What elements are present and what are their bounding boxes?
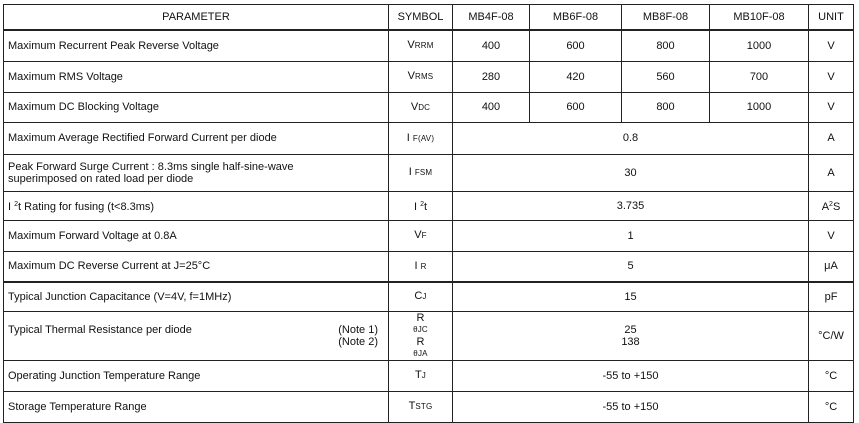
- value-cell: 560: [622, 61, 710, 92]
- symbol-cell: VRMS: [389, 61, 453, 92]
- header-model-mb10f: MB10F-08: [710, 5, 809, 31]
- parameter-cell: Maximum Recurrent Peak Reverse Voltage: [4, 30, 389, 61]
- symbol-1: R θJC: [413, 311, 428, 334]
- value-cell: -55 to +150: [453, 360, 809, 391]
- table-row: [4, 122, 854, 154]
- parameter-cell: Typical Junction Capacitance (V=4V, f=1MHz): [4, 282, 389, 311]
- value-cell: 400: [453, 92, 530, 122]
- header-model-mb8f: MB8F-08: [622, 5, 710, 31]
- value-cell: 420: [530, 61, 622, 92]
- symbol-cell: VF: [389, 220, 453, 251]
- header-symbol: SYMBOL: [389, 5, 453, 31]
- unit-cell: °C/W: [809, 311, 854, 360]
- symbol-cell: CJ: [389, 282, 453, 311]
- unit-cell: pF: [809, 282, 854, 311]
- value-cell: 400: [453, 30, 530, 61]
- symbol-cell: I FSM: [389, 154, 453, 191]
- symbol-cell: VRRM: [389, 30, 453, 61]
- value-cell: 700: [710, 61, 809, 92]
- value-cell: 5: [453, 251, 809, 282]
- value-cell: 3.735: [453, 191, 809, 220]
- parameter-cell: Maximum DC Blocking Voltage: [4, 92, 389, 122]
- value-cell: 1: [453, 220, 809, 251]
- unit-cell: μA: [809, 251, 854, 282]
- value-cell: 1000: [710, 92, 809, 122]
- parameter-cell: Operating Junction Temperature Range: [4, 360, 389, 391]
- unit-cell: A: [809, 122, 854, 154]
- note-2: (Note 2): [338, 335, 378, 348]
- unit-cell: V: [809, 61, 854, 92]
- value-cell: 30: [453, 154, 809, 191]
- parameter-cell: [4, 311, 389, 360]
- value-cell: 600: [530, 30, 622, 61]
- value-cell: 800: [622, 92, 710, 122]
- parameter-cell: [4, 154, 389, 191]
- symbol-cell: I R: [389, 251, 453, 282]
- table-row: [4, 220, 854, 251]
- unit-cell: V: [809, 220, 854, 251]
- symbol-2: R θJA: [413, 335, 428, 358]
- value-cell: [453, 311, 809, 360]
- value-cell: 0.8: [453, 122, 809, 154]
- ratings-table: [3, 4, 854, 423]
- header-row: [4, 5, 854, 31]
- table-row: [4, 311, 854, 360]
- unit-cell: V: [809, 92, 854, 122]
- value-cell: 280: [453, 61, 530, 92]
- header-parameter: PARAMETER: [4, 5, 389, 31]
- unit-cell: A: [809, 154, 854, 191]
- parameter-line-1: Peak Forward Surge Current : 8.3ms single half-sine-wave: [8, 160, 294, 173]
- parameter-line-2: superimposed on rated load per diode: [8, 172, 194, 185]
- table-row: [4, 360, 854, 391]
- table-row: [4, 282, 854, 311]
- value-cell: 1000: [710, 30, 809, 61]
- table-row: [4, 391, 854, 422]
- header-model-mb4f: MB4F-08: [453, 5, 530, 31]
- unit-cell: $A^2S$: [809, 191, 854, 220]
- table-row: [4, 251, 854, 282]
- table-row: [4, 154, 854, 191]
- symbol-cell: TSTG: [389, 391, 453, 422]
- parameter-cell: Maximum DC Reverse Current at J=25°C: [4, 251, 389, 282]
- unit-cell: V: [809, 30, 854, 61]
- symbol-cell: VDC: [389, 92, 453, 122]
- parameter-cell: Storage Temperature Range: [4, 391, 389, 422]
- table-row: [4, 30, 854, 61]
- header-unit: UNIT: [809, 5, 854, 31]
- parameter-cell: Maximum RMS Voltage: [4, 61, 389, 92]
- value-cell: -55 to +150: [453, 391, 809, 422]
- table-row: [4, 191, 854, 220]
- value-2: 138: [621, 335, 640, 348]
- unit-cell: °C: [809, 360, 854, 391]
- note-1: (Note 1): [338, 323, 378, 336]
- notes: [338, 324, 384, 348]
- symbol-cell: I F(AV): [389, 122, 453, 154]
- parameter-cell: Maximum Average Rectified Forward Current per diode: [4, 122, 389, 154]
- symbol-cell: [389, 311, 453, 360]
- value-1: 25: [624, 323, 637, 336]
- parameter-cell: I $^2$t Rating for fusing (t<8.3ms): [4, 191, 389, 220]
- value-cell: 800: [622, 30, 710, 61]
- value-cell: 600: [530, 92, 622, 122]
- symbol-cell: TJ: [389, 360, 453, 391]
- header-model-mb6f: MB6F-08: [530, 5, 622, 31]
- parameter-cell: Maximum Forward Voltage at 0.8A: [4, 220, 389, 251]
- unit-cell: °C: [809, 391, 854, 422]
- value-cell: 15: [453, 282, 809, 311]
- symbol-cell: I $^2$t: [389, 191, 453, 220]
- parameter-label: Typical Thermal Resistance per diode: [8, 323, 192, 336]
- table-row: [4, 61, 854, 92]
- table-row: [4, 92, 854, 122]
